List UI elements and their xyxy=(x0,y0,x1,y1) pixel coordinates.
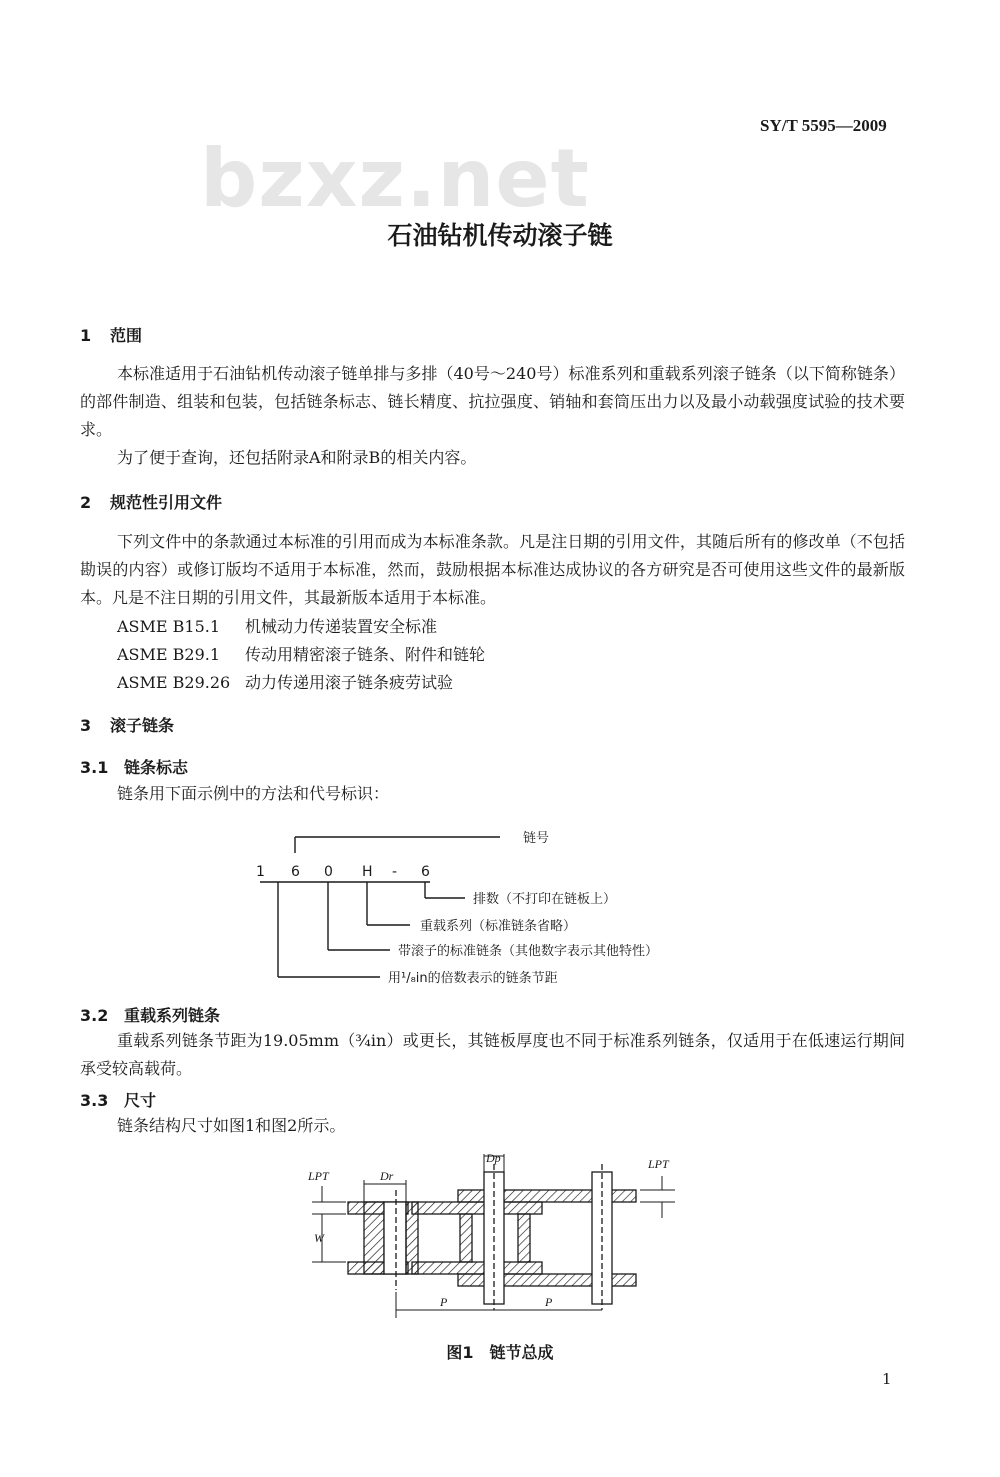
section-3-3-paragraph: 链条结构尺寸如图1和图2所示。 xyxy=(117,1116,346,1135)
section-number: 3 xyxy=(80,716,92,735)
label-p-2: P xyxy=(545,1295,553,1309)
section-title: 范围 xyxy=(110,326,143,345)
label-w: W xyxy=(314,1231,324,1245)
section-3-2-paragraph: 重载系列链条节距为19.05mm（¾in）或更长，其链板厚度也不同于标准系列链条，仅适用于在低速运行期间承受较高载荷。 xyxy=(80,1031,905,1078)
section-3-1-heading xyxy=(80,755,188,778)
designation-char: - xyxy=(392,864,398,880)
reference-code: ASME B29.1 xyxy=(117,645,221,664)
label-roller-standard: 带滚子的标准链条（其他数字表示其他特性） xyxy=(398,944,659,959)
section-3-heading xyxy=(80,713,174,736)
standard-number: SY/T 5595—2009 xyxy=(760,116,887,135)
section-title: 重载系列链条 xyxy=(124,1006,221,1025)
reference-code: ASME B15.1 xyxy=(117,617,221,636)
reference-item xyxy=(117,614,437,637)
section-number: 2 xyxy=(80,493,92,512)
designation-char: 6 xyxy=(291,864,300,880)
designation-char: 0 xyxy=(324,864,333,880)
reference-code: ASME B29.26 xyxy=(117,673,231,692)
section-number: 3.1 xyxy=(80,758,109,777)
reference-title: 传动用精密滚子链条、附件和链轮 xyxy=(245,645,486,664)
section-2-heading xyxy=(80,490,222,513)
figure-1-chain-link-drawing xyxy=(300,1150,690,1330)
section-1-paragraph-1: 本标准适用于石油钻机传动滚子链单排与多排（40号～240号）标准系列和重载系列滚子链条（以下简称链条）的部件制造、组装和包装，包括链条标志、链长精度、抗拉强度、销轴和套筒压出力以及最小动载强度试验的技术要求。 xyxy=(80,364,905,439)
document-title: 石油钻机传动滚子链 xyxy=(387,221,613,250)
designation-char: H xyxy=(362,864,373,880)
label-p-1: P xyxy=(440,1295,448,1309)
label-pitch: 用¹/₈in的倍数表示的链条节距 xyxy=(388,971,558,986)
section-title: 规范性引用文件 xyxy=(110,493,223,512)
section-title: 尺寸 xyxy=(124,1091,157,1110)
designation-char: 6 xyxy=(421,864,430,880)
section-2-paragraph-1: 下列文件中的条款通过本标准的引用而成为本标准条款。凡是注日期的引用文件，其随后所有的修改单（不包括勘误的内容）或修订版均不适用于本标准，然而，鼓励根据本标准达成协议的各方研究是否可使用这些文件的最新版本。凡是不注日期的引用文件，其最新版本适用于本标准。 xyxy=(80,532,905,607)
watermark: bzxz.net xyxy=(200,132,590,225)
label-chain-number: 链号 xyxy=(523,831,550,846)
section-number: 3.2 xyxy=(80,1006,109,1025)
reference-title: 机械动力传递装置安全标准 xyxy=(245,617,438,636)
chain-designation-diagram xyxy=(240,820,760,995)
page-number: 1 xyxy=(882,1370,892,1388)
label-lpt-left: LPT xyxy=(308,1169,329,1183)
reference-item xyxy=(117,670,453,693)
reference-title: 动力传递用滚子链条疲劳试验 xyxy=(245,673,454,692)
label-lpt-right: LPT xyxy=(648,1157,669,1171)
designation-char: 1 xyxy=(256,864,265,880)
section-1-heading xyxy=(80,323,142,346)
section-1-paragraph-2: 为了便于查询，还包括附录A和附录B的相关内容。 xyxy=(117,448,477,467)
label-dr: Dr xyxy=(380,1169,394,1183)
section-number: 1 xyxy=(80,326,92,345)
figure-1-caption: 图1 链节总成 xyxy=(446,1343,554,1362)
reference-item xyxy=(117,642,485,665)
section-3-1-paragraph: 链条用下面示例中的方法和代号标识： xyxy=(117,784,390,803)
label-heavy-series: 重载系列（标准链条省略） xyxy=(420,919,577,934)
label-dp: Dp xyxy=(486,1151,501,1165)
section-title: 滚子链条 xyxy=(110,716,175,735)
section-3-2-heading xyxy=(80,1003,220,1026)
section-title: 链条标志 xyxy=(124,758,189,777)
section-number: 3.3 xyxy=(80,1091,109,1110)
label-rows: 排数（不打印在链板上） xyxy=(473,892,617,907)
section-3-3-heading xyxy=(80,1088,156,1111)
